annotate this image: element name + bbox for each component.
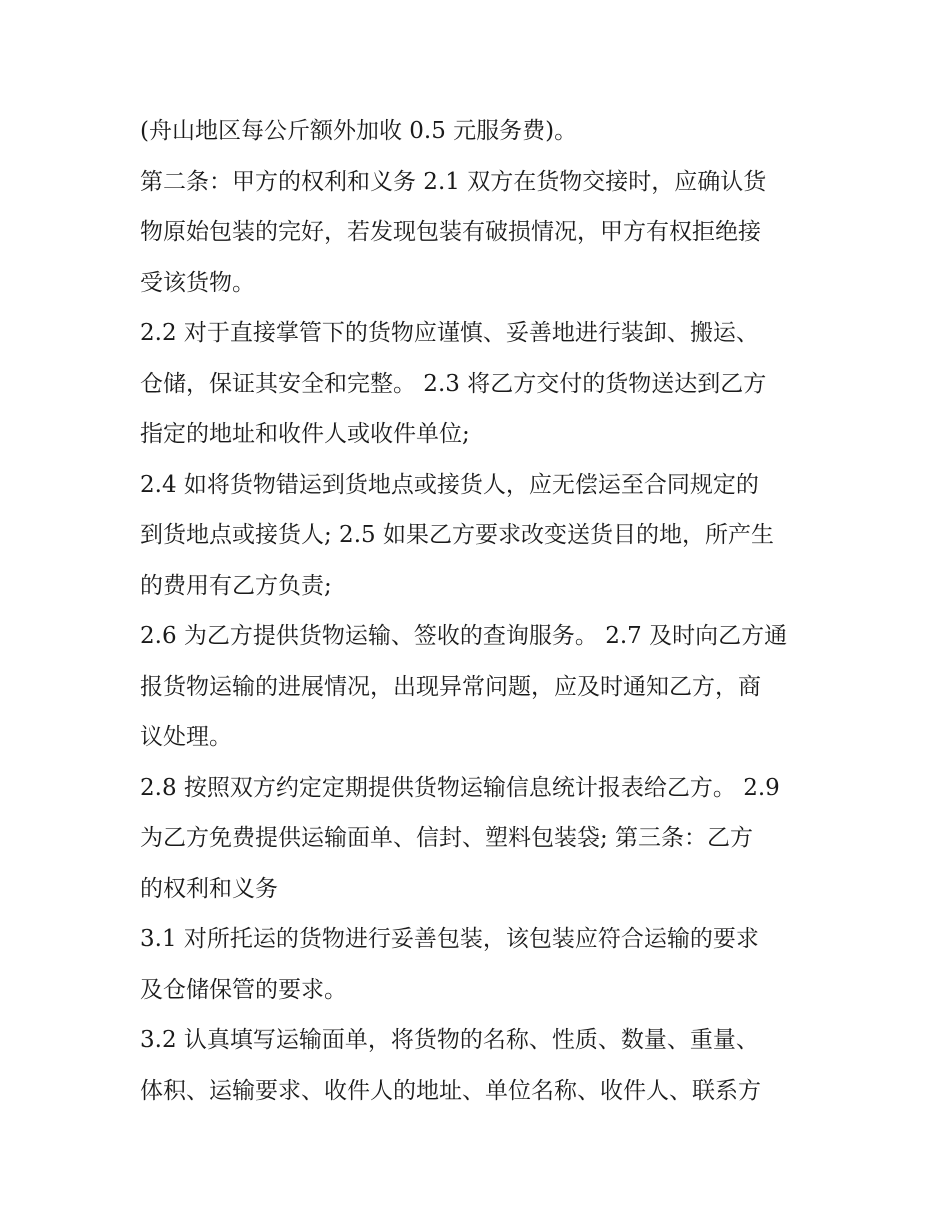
text-line: 到货地点或接货人; 2.5 如果乙方要求改变送货目的地，所产生 (140, 522, 774, 548)
text-line: 3.1 对所托运的货物进行妥善包装，该包装应符合运输的要求 (140, 926, 759, 952)
text-line: 的权利和义务 (140, 875, 278, 902)
text-line: 指定的地址和收件人或收件单位; (140, 421, 470, 447)
text-line: 物原始包装的完好，若发现包装有破损情况，甲方有权拒绝接 (140, 219, 761, 245)
text-line: 仓储，保证其安全和完整。 2.3 将乙方交付的货物送达到乙方 (140, 370, 767, 397)
text-line: 2.4 如将货物错运到货地点或接货人，应无偿运至合同规定的 (140, 471, 759, 498)
text-line: 2.2 对于直接掌管下的货物应谨慎、妥善地进行装卸、搬运、 (140, 320, 759, 346)
text-line: 2.6 为乙方提供货物运输、签收的查询服务。 2.7 及时向乙方通 (140, 623, 788, 649)
text-line: (舟山地区每公斤额外加收 0.5 元服务费)。 (140, 118, 578, 144)
text-line: 第二条：甲方的权利和义务 2.1 双方在货物交接时，应确认货 (140, 168, 767, 195)
text-line: 体积、运输要求、收件人的地址、单位名称、收件人、联系方 (140, 1077, 761, 1104)
text-line: 报货物运输的进展情况，出现异常问题，应及时通知乙方，商 (140, 673, 761, 700)
document-body (140, 106, 820, 1116)
text-line: 2.8 按照双方约定定期提供货物运输信息统计报表给乙方。 2.9 (140, 774, 780, 801)
text-line: 议处理。 (140, 724, 232, 750)
text-line: 3.2 认真填写运输面单，将货物的名称、性质、数量、重量、 (140, 1027, 759, 1053)
text-line: 为乙方免费提供运输面单、信封、塑料包装袋; 第三条：乙方 (140, 825, 754, 851)
text-line: 及仓储保管的要求。 (140, 976, 347, 1003)
text-line: 受该货物。 (140, 269, 255, 296)
text-line: 的费用有乙方负责; (140, 572, 332, 599)
